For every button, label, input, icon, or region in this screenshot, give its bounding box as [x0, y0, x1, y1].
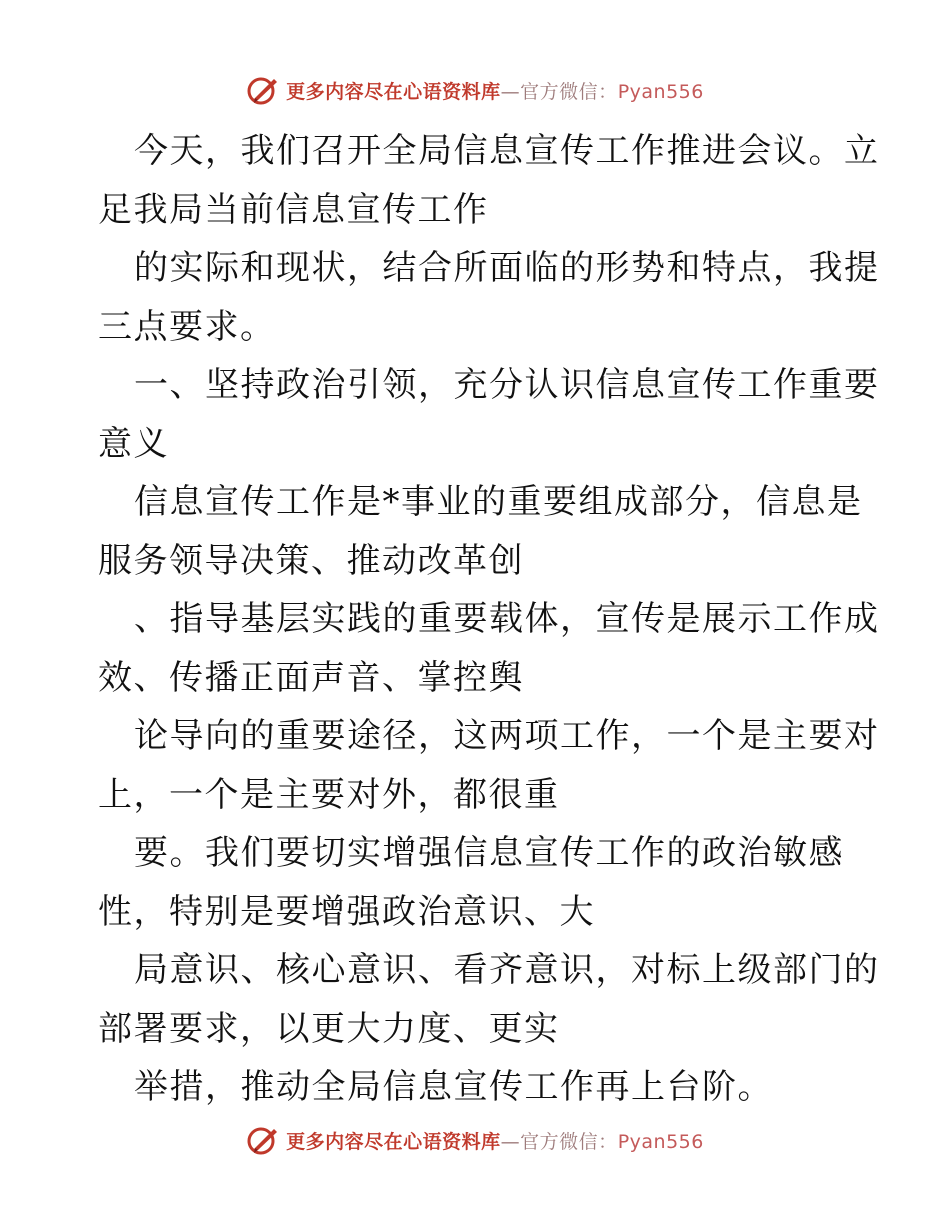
text-line: 部署要求，以更大力度、更实: [98, 1008, 560, 1049]
watermark-text: [286, 1127, 704, 1154]
text-line: 足我局当前信息宣传工作: [98, 189, 489, 230]
footer-watermark: [0, 1120, 950, 1160]
watermark-main: 更多内容尽在心语资料库: [286, 80, 501, 103]
text-line: 要。我们要切实增强信息宣传工作的政治敏感: [134, 833, 844, 873]
text-line: 上，一个是主要对外，都很重: [98, 774, 560, 815]
text-line: 一、坚持政治引领，充分认识信息宣传工作重要: [134, 365, 880, 405]
text-line: 性，特别是要增强政治意识、大: [98, 891, 595, 932]
quill-logo-icon: [246, 1123, 280, 1157]
text-line: 服务领导决策、推动改革创: [98, 540, 524, 581]
text-line: 局意识、核心意识、看齐意识，对标上级部门的: [134, 950, 880, 990]
text-line: 三点要求。: [98, 306, 276, 347]
watermark-id: Pyan556: [617, 80, 704, 103]
watermark-text: [286, 77, 704, 104]
text-line: 今天，我们召开全局信息宣传工作推进会议。立: [134, 131, 880, 171]
text-line: 论导向的重要途径，这两项工作，一个是主要对: [134, 716, 880, 756]
text-line: 、指导基层实践的重要载体，宣传是展示工作成: [134, 599, 880, 639]
header-watermark: [0, 70, 950, 110]
watermark-sub: —官方微信：: [500, 80, 618, 103]
watermark-sub: —官方微信：: [500, 1130, 618, 1153]
text-line: 效、传播正面声音、掌控舆: [98, 657, 524, 698]
document-body: [98, 122, 880, 1117]
watermark-id: Pyan556: [617, 1130, 704, 1153]
text-line: 举措，推动全局信息宣传工作再上台阶。: [134, 1067, 773, 1107]
quill-logo-icon: [246, 73, 280, 107]
text-line: 意义: [98, 423, 169, 464]
watermark-main: 更多内容尽在心语资料库: [286, 1130, 501, 1153]
text-line: 的实际和现状，结合所面临的形势和特点，我提: [134, 248, 880, 288]
text-line: 信息宣传工作是*事业的重要组成部分，信息是: [134, 482, 863, 522]
